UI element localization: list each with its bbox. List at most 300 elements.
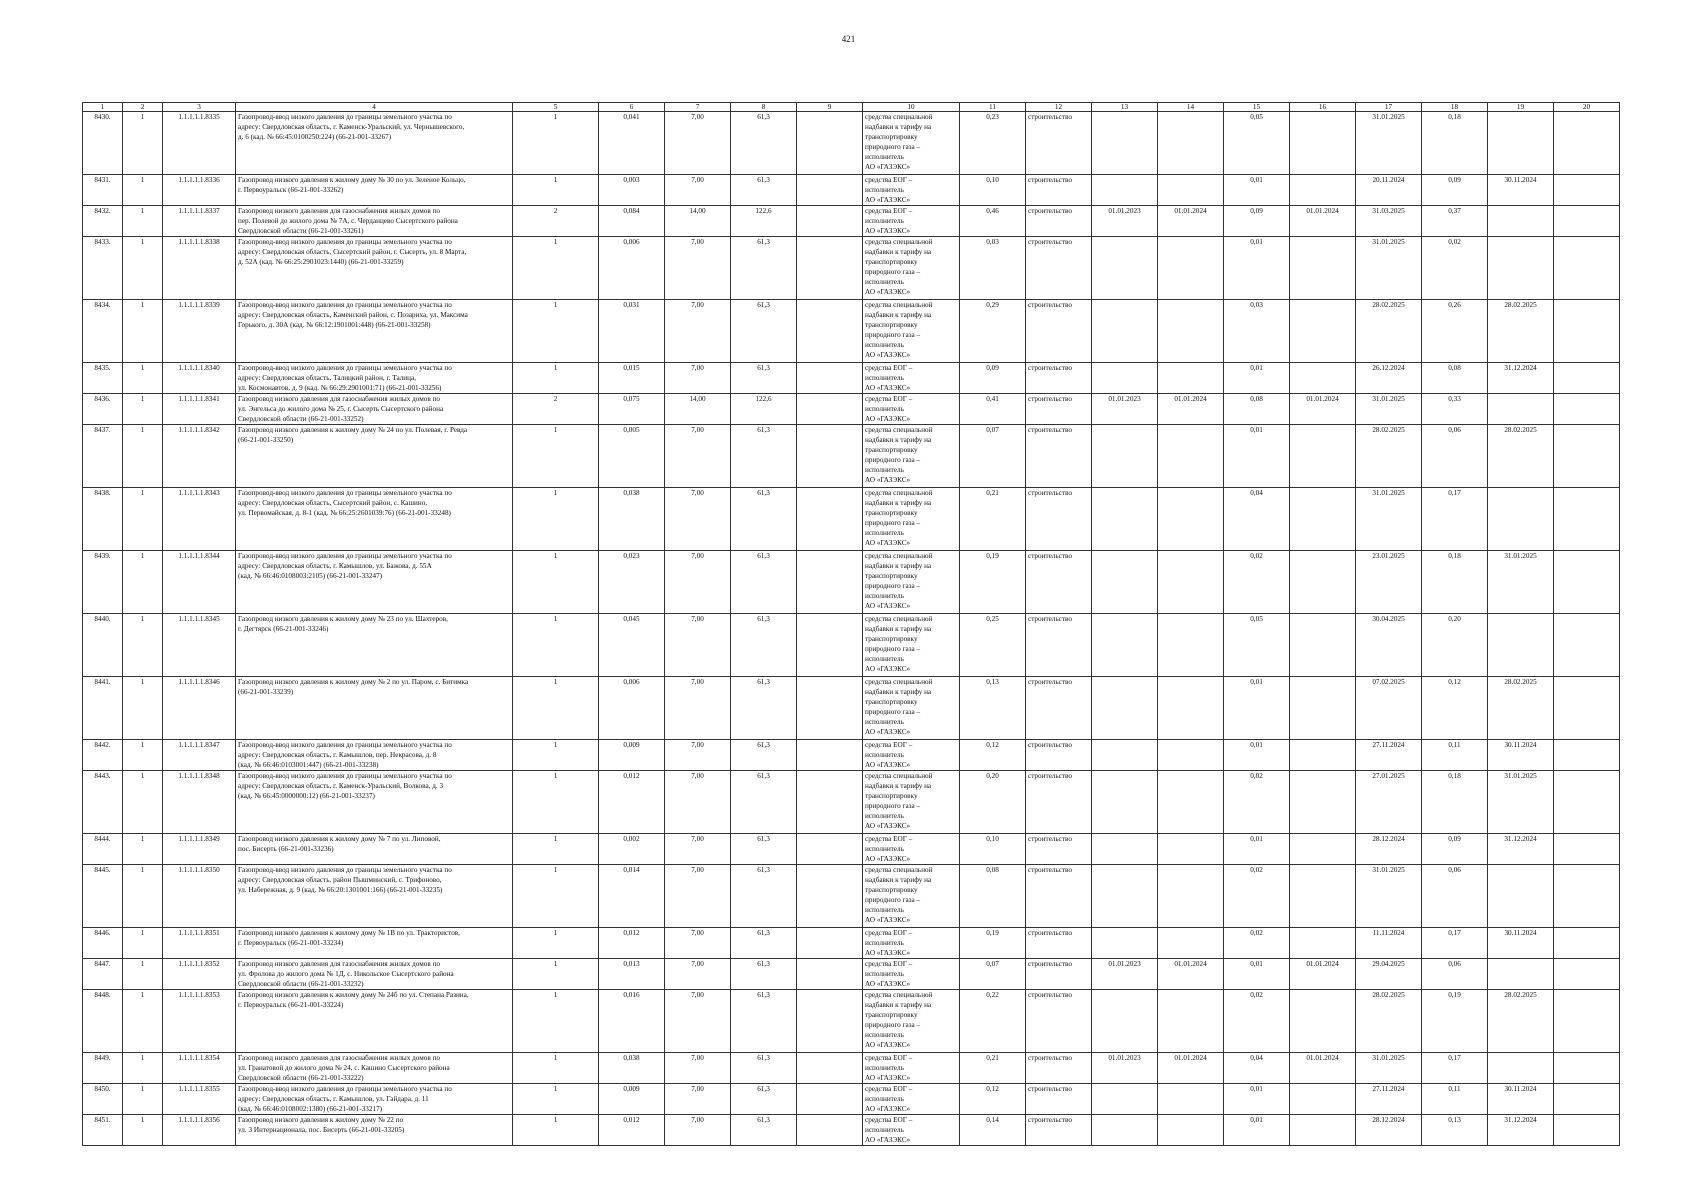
table-cell: Газопровод-ввод низкого давления до границы земельного участка по адресу: Свердловская область, Каменский район, с. Позариха, ул. Максима Горького, д. 30А (кад. № 66:12:1901001:448) (66-21-001-33258) bbox=[236, 300, 513, 363]
table-cell bbox=[1092, 614, 1158, 677]
table-cell: 61,3 bbox=[731, 488, 797, 551]
table-cell: 0,21 bbox=[960, 1053, 1026, 1084]
table-cell bbox=[1092, 834, 1158, 865]
table-cell bbox=[797, 363, 863, 394]
table-cell: 01.01.2024 bbox=[1158, 206, 1224, 237]
table-cell: 0,01 bbox=[1224, 175, 1290, 206]
table-cell: 61,3 bbox=[731, 112, 797, 175]
table-cell: 27.11.2024 bbox=[1356, 740, 1422, 771]
table-cell bbox=[797, 959, 863, 990]
column-number-header: 3 bbox=[163, 103, 236, 112]
table-cell bbox=[1554, 394, 1620, 425]
table-cell: 61,3 bbox=[731, 300, 797, 363]
table-cell: 0,11 bbox=[1422, 740, 1488, 771]
table-cell: 0,084 bbox=[599, 206, 665, 237]
table-cell bbox=[1158, 928, 1224, 959]
table-cell: 0,012 bbox=[599, 771, 665, 834]
table-cell bbox=[1488, 206, 1554, 237]
table-cell bbox=[1092, 237, 1158, 300]
table-cell: средства специальной надбавки к тарифу на транспортировку природного газа – исполнитель АО «ГАЗЭКС» bbox=[863, 488, 960, 551]
table-cell: 1 bbox=[513, 112, 599, 175]
table-cell: 7,00 bbox=[665, 959, 731, 990]
column-number-header: 13 bbox=[1092, 103, 1158, 112]
table-cell: строительство bbox=[1026, 1084, 1092, 1115]
table-cell: 01.01.2024 bbox=[1290, 959, 1356, 990]
table-cell: 0,06 bbox=[1422, 959, 1488, 990]
table-cell: 8447. bbox=[83, 959, 123, 990]
table-row bbox=[83, 363, 1620, 394]
table-cell: 0,09 bbox=[960, 363, 1026, 394]
table-cell: 0,041 bbox=[599, 112, 665, 175]
table-cell: 0,02 bbox=[1224, 990, 1290, 1053]
table-cell bbox=[1554, 175, 1620, 206]
table-cell: 1.1.1.1.1.8335 bbox=[163, 112, 236, 175]
column-number-header: 18 bbox=[1422, 103, 1488, 112]
table-cell bbox=[1290, 488, 1356, 551]
table-cell: строительство bbox=[1026, 363, 1092, 394]
table-cell: строительство bbox=[1026, 614, 1092, 677]
table-cell: 1 bbox=[123, 740, 163, 771]
table-cell: 31.01.2025 bbox=[1356, 112, 1422, 175]
table-cell: строительство bbox=[1026, 488, 1092, 551]
table-cell: 61,3 bbox=[731, 363, 797, 394]
table-row bbox=[83, 394, 1620, 425]
table-cell: 1 bbox=[513, 614, 599, 677]
table-cell: 0,26 bbox=[1422, 300, 1488, 363]
table-cell: 28.12.2024 bbox=[1356, 1115, 1422, 1146]
table-cell: 1 bbox=[513, 959, 599, 990]
table-cell: 1 bbox=[513, 175, 599, 206]
table-cell: 0,33 bbox=[1422, 394, 1488, 425]
table-cell: 7,00 bbox=[665, 300, 731, 363]
table-cell: строительство bbox=[1026, 990, 1092, 1053]
table-cell bbox=[1158, 237, 1224, 300]
table-row bbox=[83, 425, 1620, 488]
table-cell: 7,00 bbox=[665, 740, 731, 771]
table-cell: 31.01.2025 bbox=[1356, 1053, 1422, 1084]
table-cell: 7,00 bbox=[665, 614, 731, 677]
table-cell: Газопровод низкого давления к жилому дому № 24 по ул. Полевая, г. Ревда (66-21-001-33250) bbox=[236, 425, 513, 488]
table-cell: 31.01.2025 bbox=[1356, 237, 1422, 300]
table-cell: 31.01.2025 bbox=[1356, 488, 1422, 551]
table-cell bbox=[1554, 206, 1620, 237]
table-cell: 01.01.2024 bbox=[1158, 1053, 1224, 1084]
column-number-header: 19 bbox=[1488, 103, 1554, 112]
table-cell: 7,00 bbox=[665, 990, 731, 1053]
table-cell: 1.1.1.1.1.8339 bbox=[163, 300, 236, 363]
table-cell bbox=[1554, 1084, 1620, 1115]
table-cell bbox=[1290, 300, 1356, 363]
table-cell bbox=[1290, 112, 1356, 175]
table-cell: 0,003 bbox=[599, 175, 665, 206]
table-row bbox=[83, 928, 1620, 959]
table-cell: 7,00 bbox=[665, 175, 731, 206]
table-cell: 1 bbox=[513, 865, 599, 928]
table-cell: 61,3 bbox=[731, 865, 797, 928]
table-cell bbox=[1488, 959, 1554, 990]
column-number-header: 14 bbox=[1158, 103, 1224, 112]
table-cell: 01.01.2024 bbox=[1290, 1053, 1356, 1084]
table-cell: 1 bbox=[123, 959, 163, 990]
table-cell: 1.1.1.1.1.8352 bbox=[163, 959, 236, 990]
table-cell: 1.1.1.1.1.8340 bbox=[163, 363, 236, 394]
table-cell bbox=[1092, 677, 1158, 740]
table-cell: 1.1.1.1.1.8343 bbox=[163, 488, 236, 551]
table-row bbox=[83, 834, 1620, 865]
table-cell: 0,01 bbox=[1224, 1115, 1290, 1146]
table-cell: 61,3 bbox=[731, 771, 797, 834]
table-cell: Газопровод низкого давления для газоснабжения жилых домов по ул. Фролова до жилого дома № 1Д, с. Никольское Сысертского района Свердловской области (66-21-001-33232) bbox=[236, 959, 513, 990]
table-row bbox=[83, 1053, 1620, 1084]
table-cell: 0,002 bbox=[599, 834, 665, 865]
table-cell bbox=[1158, 834, 1224, 865]
table-cell: средства ЕОГ – исполнитель АО «ГАЗЭКС» bbox=[863, 740, 960, 771]
table-cell: 61,3 bbox=[731, 175, 797, 206]
table-cell: 0,006 bbox=[599, 237, 665, 300]
table-cell: 1.1.1.1.1.8342 bbox=[163, 425, 236, 488]
table-cell bbox=[1554, 614, 1620, 677]
table-cell: 20.11.2024 bbox=[1356, 175, 1422, 206]
table-cell: 61,3 bbox=[731, 677, 797, 740]
table-cell: 29.04.2025 bbox=[1356, 959, 1422, 990]
column-number-header: 10 bbox=[863, 103, 960, 112]
table-cell: 1 bbox=[513, 677, 599, 740]
table-cell: 1 bbox=[123, 363, 163, 394]
table-cell: 0,04 bbox=[1224, 1053, 1290, 1084]
table-cell: 0,06 bbox=[1422, 425, 1488, 488]
table-cell: 8432. bbox=[83, 206, 123, 237]
table-cell: средства ЕОГ – исполнитель АО «ГАЗЭКС» bbox=[863, 959, 960, 990]
table-cell bbox=[1158, 175, 1224, 206]
table-cell: 0,09 bbox=[1422, 834, 1488, 865]
table-cell: средства ЕОГ – исполнитель АО «ГАЗЭКС» bbox=[863, 1084, 960, 1115]
column-number-header: 12 bbox=[1026, 103, 1092, 112]
table-cell bbox=[1158, 990, 1224, 1053]
table-cell bbox=[1290, 614, 1356, 677]
table-cell bbox=[1488, 1053, 1554, 1084]
table-cell bbox=[797, 237, 863, 300]
table-cell: 7,00 bbox=[665, 112, 731, 175]
table-cell: 61,3 bbox=[731, 237, 797, 300]
table-cell: 30.11.2024 bbox=[1488, 1084, 1554, 1115]
table-cell bbox=[1290, 1084, 1356, 1115]
table-cell bbox=[797, 206, 863, 237]
table-cell: средства специальной надбавки к тарифу на транспортировку природного газа – исполнитель АО «ГАЗЭКС» bbox=[863, 990, 960, 1053]
table-cell bbox=[1554, 551, 1620, 614]
table-cell: 61,3 bbox=[731, 1084, 797, 1115]
table-cell: Газопровод-ввод низкого давления до границы земельного участка по адресу: Свердловская область, г. Каменск-Уральский, ул. Чернышевского, д. 6 (кад. № 66:45:0100250:224) (66-21-001-33267) bbox=[236, 112, 513, 175]
table-cell: 1.1.1.1.1.8348 bbox=[163, 771, 236, 834]
table-cell: средства ЕОГ – исполнитель АО «ГАЗЭКС» bbox=[863, 834, 960, 865]
column-number-header: 16 bbox=[1290, 103, 1356, 112]
table-cell: 1.1.1.1.1.8344 bbox=[163, 551, 236, 614]
table-cell bbox=[1554, 990, 1620, 1053]
table-cell bbox=[1488, 488, 1554, 551]
table-cell: строительство bbox=[1026, 1053, 1092, 1084]
table-cell bbox=[1158, 300, 1224, 363]
table-cell: 27.11.2024 bbox=[1356, 1084, 1422, 1115]
table-cell: Газопровод-ввод низкого давления до границы земельного участка по адресу: Свердловская область, г. Камышлов, пер. Некрасова, д. 8 (кад. № 66:46:0103001:447) (66-21-001-33238) bbox=[236, 740, 513, 771]
table-cell: 8439. bbox=[83, 551, 123, 614]
table-row bbox=[83, 206, 1620, 237]
table-cell: Газопровод-ввод низкого давления до границы земельного участка по адресу: Свердловская область, Сысертский район, с. Кашино, ул. Первомайская, д. 8-1 (кад. № 66:25:2601039:76) (66-21-001-33248) bbox=[236, 488, 513, 551]
table-cell: 8441. bbox=[83, 677, 123, 740]
table-cell: средства специальной надбавки к тарифу на транспортировку природного газа – исполнитель АО «ГАЗЭКС» bbox=[863, 425, 960, 488]
table-cell: 1.1.1.1.1.8354 bbox=[163, 1053, 236, 1084]
table-cell: 0,20 bbox=[960, 771, 1026, 834]
table-cell: 0,009 bbox=[599, 740, 665, 771]
table-cell bbox=[1158, 771, 1224, 834]
table-cell: 8430. bbox=[83, 112, 123, 175]
table-cell: 01.01.2024 bbox=[1290, 206, 1356, 237]
table-cell: 1 bbox=[123, 551, 163, 614]
table-cell: 0,045 bbox=[599, 614, 665, 677]
table-cell: Газопровод низкого давления к жилому дому № 23 по ул. Шахтеров, г. Дегтярск (66-21-001-33246) bbox=[236, 614, 513, 677]
table-cell: 1 bbox=[123, 488, 163, 551]
table-cell: 31.12.2024 bbox=[1488, 1115, 1554, 1146]
table-cell: 01.01.2024 bbox=[1290, 394, 1356, 425]
table-cell: строительство bbox=[1026, 551, 1092, 614]
table-row bbox=[83, 990, 1620, 1053]
table-cell: Газопровод-ввод низкого давления до границы земельного участка по адресу: Свердловская область, г. Камышлов, ул. Гайдара, д. 11 (кад. № 66:46:0108002:1380) (66-21-001-33217) bbox=[236, 1084, 513, 1115]
table-cell bbox=[1290, 771, 1356, 834]
table-cell: 0,02 bbox=[1224, 865, 1290, 928]
table-cell: 2 bbox=[513, 394, 599, 425]
table-cell: 0,09 bbox=[1422, 175, 1488, 206]
table-cell: 1.1.1.1.1.8337 bbox=[163, 206, 236, 237]
table-cell: 1 bbox=[513, 363, 599, 394]
table-cell: 1 bbox=[123, 300, 163, 363]
table-cell bbox=[1554, 425, 1620, 488]
table-cell: 0,12 bbox=[1422, 677, 1488, 740]
table-cell: 0,031 bbox=[599, 300, 665, 363]
table-cell: строительство bbox=[1026, 112, 1092, 175]
table-cell: 7,00 bbox=[665, 363, 731, 394]
table-cell: 1.1.1.1.1.8341 bbox=[163, 394, 236, 425]
table-cell: 0,13 bbox=[1422, 1115, 1488, 1146]
table-cell: 1 bbox=[123, 614, 163, 677]
table-cell bbox=[1488, 865, 1554, 928]
table-cell: 0,17 bbox=[1422, 1053, 1488, 1084]
table-cell bbox=[1092, 425, 1158, 488]
table-cell: 0,016 bbox=[599, 990, 665, 1053]
table-cell: 0,21 bbox=[960, 488, 1026, 551]
table-cell: Газопровод низкого давления для газоснабжения жилых домов по ул. Энгельса до жилого дома № 25, г. Сысерть Сысертского района Свердловской области (66-21-001-33252) bbox=[236, 394, 513, 425]
table-cell: строительство bbox=[1026, 771, 1092, 834]
table-cell: средства ЕОГ – исполнитель АО «ГАЗЭКС» bbox=[863, 394, 960, 425]
table-cell: 1 bbox=[123, 175, 163, 206]
table-cell: 0,014 bbox=[599, 865, 665, 928]
table-cell: 0,25 bbox=[960, 614, 1026, 677]
table-cell: 0,05 bbox=[1224, 112, 1290, 175]
table-cell: средства специальной надбавки к тарифу на транспортировку природного газа – исполнитель АО «ГАЗЭКС» bbox=[863, 614, 960, 677]
table-cell: 14,00 bbox=[665, 394, 731, 425]
table-cell bbox=[1290, 175, 1356, 206]
table-cell: 28.02.2025 bbox=[1488, 425, 1554, 488]
table-cell: 0,19 bbox=[1422, 990, 1488, 1053]
table-cell: 8446. bbox=[83, 928, 123, 959]
table-cell: Газопровод-ввод низкого давления до границы земельного участка по адресу: Свердловская область, г. Камышлов, ул. Бажова, д. 55А (кад. № 66:46:0108003:2105) (66-21-001-33247) bbox=[236, 551, 513, 614]
table-cell: 7,00 bbox=[665, 1084, 731, 1115]
table-row bbox=[83, 865, 1620, 928]
table-cell: Газопровод низкого давления к жилому дому № 1В по ул. Трактористов, г. Первоуральск (66-21-001-33234) bbox=[236, 928, 513, 959]
table-cell: 0,18 bbox=[1422, 771, 1488, 834]
table-cell: 7,00 bbox=[665, 834, 731, 865]
table-cell: 0,13 bbox=[960, 677, 1026, 740]
table-cell: 0,02 bbox=[1224, 928, 1290, 959]
table-cell bbox=[1554, 959, 1620, 990]
column-number-header: 20 bbox=[1554, 103, 1620, 112]
table-cell: 01.01.2023 bbox=[1092, 1053, 1158, 1084]
table-cell: 0,013 bbox=[599, 959, 665, 990]
table-cell: 31.01.2025 bbox=[1488, 551, 1554, 614]
column-number-header: 11 bbox=[960, 103, 1026, 112]
table-cell bbox=[797, 1084, 863, 1115]
table-cell: средства специальной надбавки к тарифу на транспортировку природного газа – исполнитель АО «ГАЗЭКС» bbox=[863, 771, 960, 834]
table-cell: 1.1.1.1.1.8353 bbox=[163, 990, 236, 1053]
table-cell: 28.12.2024 bbox=[1356, 834, 1422, 865]
table-cell bbox=[1554, 928, 1620, 959]
table-cell: 31.01.2025 bbox=[1356, 394, 1422, 425]
table-cell: средства специальной надбавки к тарифу на транспортировку природного газа – исполнитель АО «ГАЗЭКС» bbox=[863, 237, 960, 300]
table-cell: 0,01 bbox=[1224, 677, 1290, 740]
table-cell: 1 bbox=[513, 834, 599, 865]
table-cell: 61,3 bbox=[731, 1053, 797, 1084]
table-cell bbox=[797, 740, 863, 771]
table-cell: строительство bbox=[1026, 175, 1092, 206]
table-cell: 30.04.2025 bbox=[1356, 614, 1422, 677]
table-row bbox=[83, 677, 1620, 740]
table-cell bbox=[797, 614, 863, 677]
table-cell: 26.12.2024 bbox=[1356, 363, 1422, 394]
table-cell: 1 bbox=[513, 425, 599, 488]
table-cell bbox=[1290, 740, 1356, 771]
table-cell bbox=[1488, 112, 1554, 175]
column-number-header: 6 bbox=[599, 103, 665, 112]
table-cell: 1 bbox=[513, 771, 599, 834]
table-cell bbox=[1554, 237, 1620, 300]
table-cell bbox=[1554, 112, 1620, 175]
table-cell bbox=[1488, 394, 1554, 425]
table-cell: 0,09 bbox=[1224, 206, 1290, 237]
table-cell: Газопровод низкого давления к жилому дому № 7 по ул. Липовой, пос. Бисерть (66-21-001-33236) bbox=[236, 834, 513, 865]
table-cell bbox=[1554, 771, 1620, 834]
table-cell: 0,01 bbox=[1224, 834, 1290, 865]
table-cell bbox=[1290, 551, 1356, 614]
table-cell: 1.1.1.1.1.8356 bbox=[163, 1115, 236, 1146]
table-cell: 8449. bbox=[83, 1053, 123, 1084]
table-cell: 31.12.2024 bbox=[1488, 834, 1554, 865]
table-cell: 23.01.2025 bbox=[1356, 551, 1422, 614]
table-cell: 01.01.2023 bbox=[1092, 394, 1158, 425]
table-cell: 61,3 bbox=[731, 990, 797, 1053]
table-cell: 61,3 bbox=[731, 425, 797, 488]
table-cell: 1 bbox=[513, 1115, 599, 1146]
table-cell: 1 bbox=[123, 834, 163, 865]
table-cell: 1 bbox=[123, 990, 163, 1053]
table-cell: строительство bbox=[1026, 237, 1092, 300]
table-cell: 0,41 bbox=[960, 394, 1026, 425]
column-number-row bbox=[83, 103, 1620, 112]
table-cell bbox=[1158, 363, 1224, 394]
table-cell: Газопровод низкого давления для газоснабжения жилых домов по ул. Гранатовой до жилого дома № 24, с. Кашино Сысертского района Свердловской области (66-21-001-33222) bbox=[236, 1053, 513, 1084]
table-cell: 0,18 bbox=[1422, 112, 1488, 175]
table-cell bbox=[797, 677, 863, 740]
table-cell: 0,12 bbox=[960, 1084, 1026, 1115]
table-cell: 2 bbox=[513, 206, 599, 237]
table-cell: 0,17 bbox=[1422, 928, 1488, 959]
table-cell: 1 bbox=[123, 425, 163, 488]
table-row bbox=[83, 959, 1620, 990]
table-cell bbox=[1554, 865, 1620, 928]
table-cell bbox=[1158, 1115, 1224, 1146]
table-cell bbox=[797, 1053, 863, 1084]
table-cell: 1.1.1.1.1.8336 bbox=[163, 175, 236, 206]
table-cell bbox=[1092, 488, 1158, 551]
table-cell: 1 bbox=[123, 1084, 163, 1115]
table-cell: 7,00 bbox=[665, 237, 731, 300]
table-cell: 61,3 bbox=[731, 551, 797, 614]
table-row bbox=[83, 614, 1620, 677]
table-cell: 0,01 bbox=[1224, 1084, 1290, 1115]
table-cell: 0,10 bbox=[960, 175, 1026, 206]
table-cell: 01.01.2024 bbox=[1158, 394, 1224, 425]
table-cell: 61,3 bbox=[731, 959, 797, 990]
table-cell bbox=[1158, 614, 1224, 677]
table-cell: средства специальной надбавки к тарифу на транспортировку природного газа – исполнитель АО «ГАЗЭКС» bbox=[863, 112, 960, 175]
table-cell bbox=[1290, 237, 1356, 300]
table-cell: 0,075 bbox=[599, 394, 665, 425]
table-cell: 01.01.2024 bbox=[1158, 959, 1224, 990]
table-cell: 1.1.1.1.1.8350 bbox=[163, 865, 236, 928]
table-cell: средства ЕОГ – исполнитель АО «ГАЗЭКС» bbox=[863, 363, 960, 394]
table-cell: 8444. bbox=[83, 834, 123, 865]
table-cell: 1 bbox=[123, 206, 163, 237]
table-cell: 1 bbox=[123, 1115, 163, 1146]
table-cell bbox=[797, 865, 863, 928]
table-row bbox=[83, 300, 1620, 363]
table-cell: 7,00 bbox=[665, 677, 731, 740]
table-cell: средства специальной надбавки к тарифу на транспортировку природного газа – исполнитель АО «ГАЗЭКС» bbox=[863, 551, 960, 614]
table-cell bbox=[1554, 677, 1620, 740]
table-cell: 0,02 bbox=[1422, 237, 1488, 300]
table-cell: 01.01.2023 bbox=[1092, 206, 1158, 237]
column-number-header: 15 bbox=[1224, 103, 1290, 112]
table-cell: средства специальной надбавки к тарифу на транспортировку природного газа – исполнитель АО «ГАЗЭКС» bbox=[863, 865, 960, 928]
table-cell: 8431. bbox=[83, 175, 123, 206]
table-cell bbox=[797, 834, 863, 865]
table-cell bbox=[1092, 112, 1158, 175]
table-row bbox=[83, 1115, 1620, 1146]
table-cell: строительство bbox=[1026, 206, 1092, 237]
table-cell: 61,3 bbox=[731, 614, 797, 677]
table-cell: 0,02 bbox=[1224, 771, 1290, 834]
table-cell bbox=[1092, 300, 1158, 363]
table-cell: Газопровод низкого давления к жилому дому № 22 по ул. 3 Интернационала, пос. Бисерть (66-21-001-33205) bbox=[236, 1115, 513, 1146]
table-cell: средства специальной надбавки к тарифу на транспортировку природного газа – исполнитель АО «ГАЗЭКС» bbox=[863, 300, 960, 363]
table-cell bbox=[797, 112, 863, 175]
table-cell: 0,22 bbox=[960, 990, 1026, 1053]
column-number-header: 1 bbox=[83, 103, 123, 112]
table-cell bbox=[797, 300, 863, 363]
table-cell bbox=[797, 551, 863, 614]
table-cell: 30.11.2024 bbox=[1488, 175, 1554, 206]
table-cell: 8450. bbox=[83, 1084, 123, 1115]
table-cell: строительство bbox=[1026, 928, 1092, 959]
table-cell: 0,038 bbox=[599, 1053, 665, 1084]
table-cell: 8445. bbox=[83, 865, 123, 928]
table-cell bbox=[1158, 677, 1224, 740]
